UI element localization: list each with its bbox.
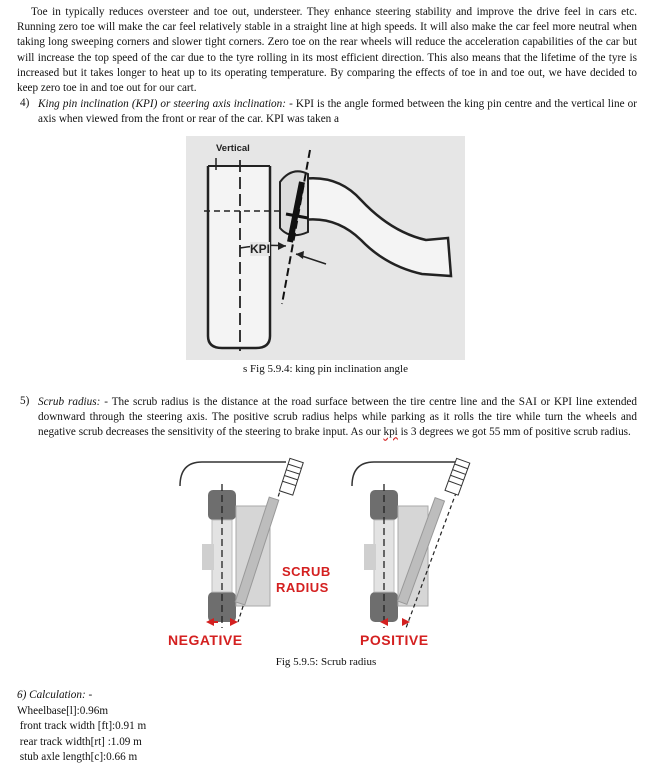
vertical-label: Vertical (216, 143, 250, 154)
calculation-heading: 6) Calculation: - (17, 689, 93, 701)
negative-label: NEGATIVE (168, 632, 243, 648)
item5-kpi-word: kpi (383, 426, 398, 439)
calc-line-front-track: front track width [ft]:0.91 m (17, 720, 147, 733)
item5-number: 5) (20, 395, 30, 407)
intro-text: Toe in typically reduces oversteer and toe out, understeer. They enhance steering stability and improve the drive feel in cars etc. Running zero toe will make the car feel relatively stable in a straight line at high speeds. It will also make the car feel more neutral when taking long sweeping corners and slower tight corners. Zero toe on the rear wheels will reduce the acceleration capabilities of the car but will increase the top speed of the car due to the tyre rolling in its most efficient direction. This also means that the lifetime of the tyre is increased but it takes longer to heat up to its operating temperature. By comparing the effects of toe in and toe out, we have decided to keep zero toe in and toe out for our cart. (17, 6, 637, 95)
scrub-label-line2: RADIUS (276, 580, 329, 595)
calc-line-rear-track: rear track width[rt] :1.09 m (17, 735, 142, 748)
item4-number: 4) (20, 97, 30, 109)
calculation-section (17, 688, 146, 766)
intro-paragraph (17, 5, 637, 96)
scrub-figure-caption: Fig 5.9.5: Scrub radius (275, 656, 377, 668)
scrub-diagram (166, 456, 476, 652)
item4-paragraph (38, 97, 637, 127)
item5-paragraph (38, 395, 637, 441)
positive-label: POSITIVE (360, 632, 429, 648)
item5-text-b: is 3 degrees we got 55 mm of positive scrub radius. (397, 426, 631, 439)
item4-title: King pin inclination (KPI) or steering axis inclination: (38, 98, 286, 110)
scrub-figure (166, 456, 476, 652)
calc-line-wheelbase: Wheelbase[l]:0.96m (17, 704, 109, 717)
item5-text-a: - The scrub radius is the distance at the road surface between the tire centre line and the SAI or KPI line extended downward through the steering axis. The positive scrub radius helps while parking as it rolls the tire while turn the wheels and negative scrub decreases the sensitivity of the steering to brake input. As our (38, 396, 637, 439)
kpi-figure-caption: s Fig 5.9.4: king pin inclination angle (243, 363, 408, 375)
kpi-diagram (186, 136, 465, 360)
kpi-label: KPI (250, 242, 271, 256)
kpi-figure (186, 136, 465, 360)
scrub-label-line1: SCRUB (282, 564, 331, 579)
item4-text: - KPI is the angle formed between the king pin centre and the vertical line or axis when viewed from the front or rear of the car. KPI was taken a (38, 98, 637, 126)
item5-title: Scrub radius: (38, 396, 101, 408)
calc-line-stub-axle: stub axle length[c]:0.66 m (17, 751, 138, 764)
